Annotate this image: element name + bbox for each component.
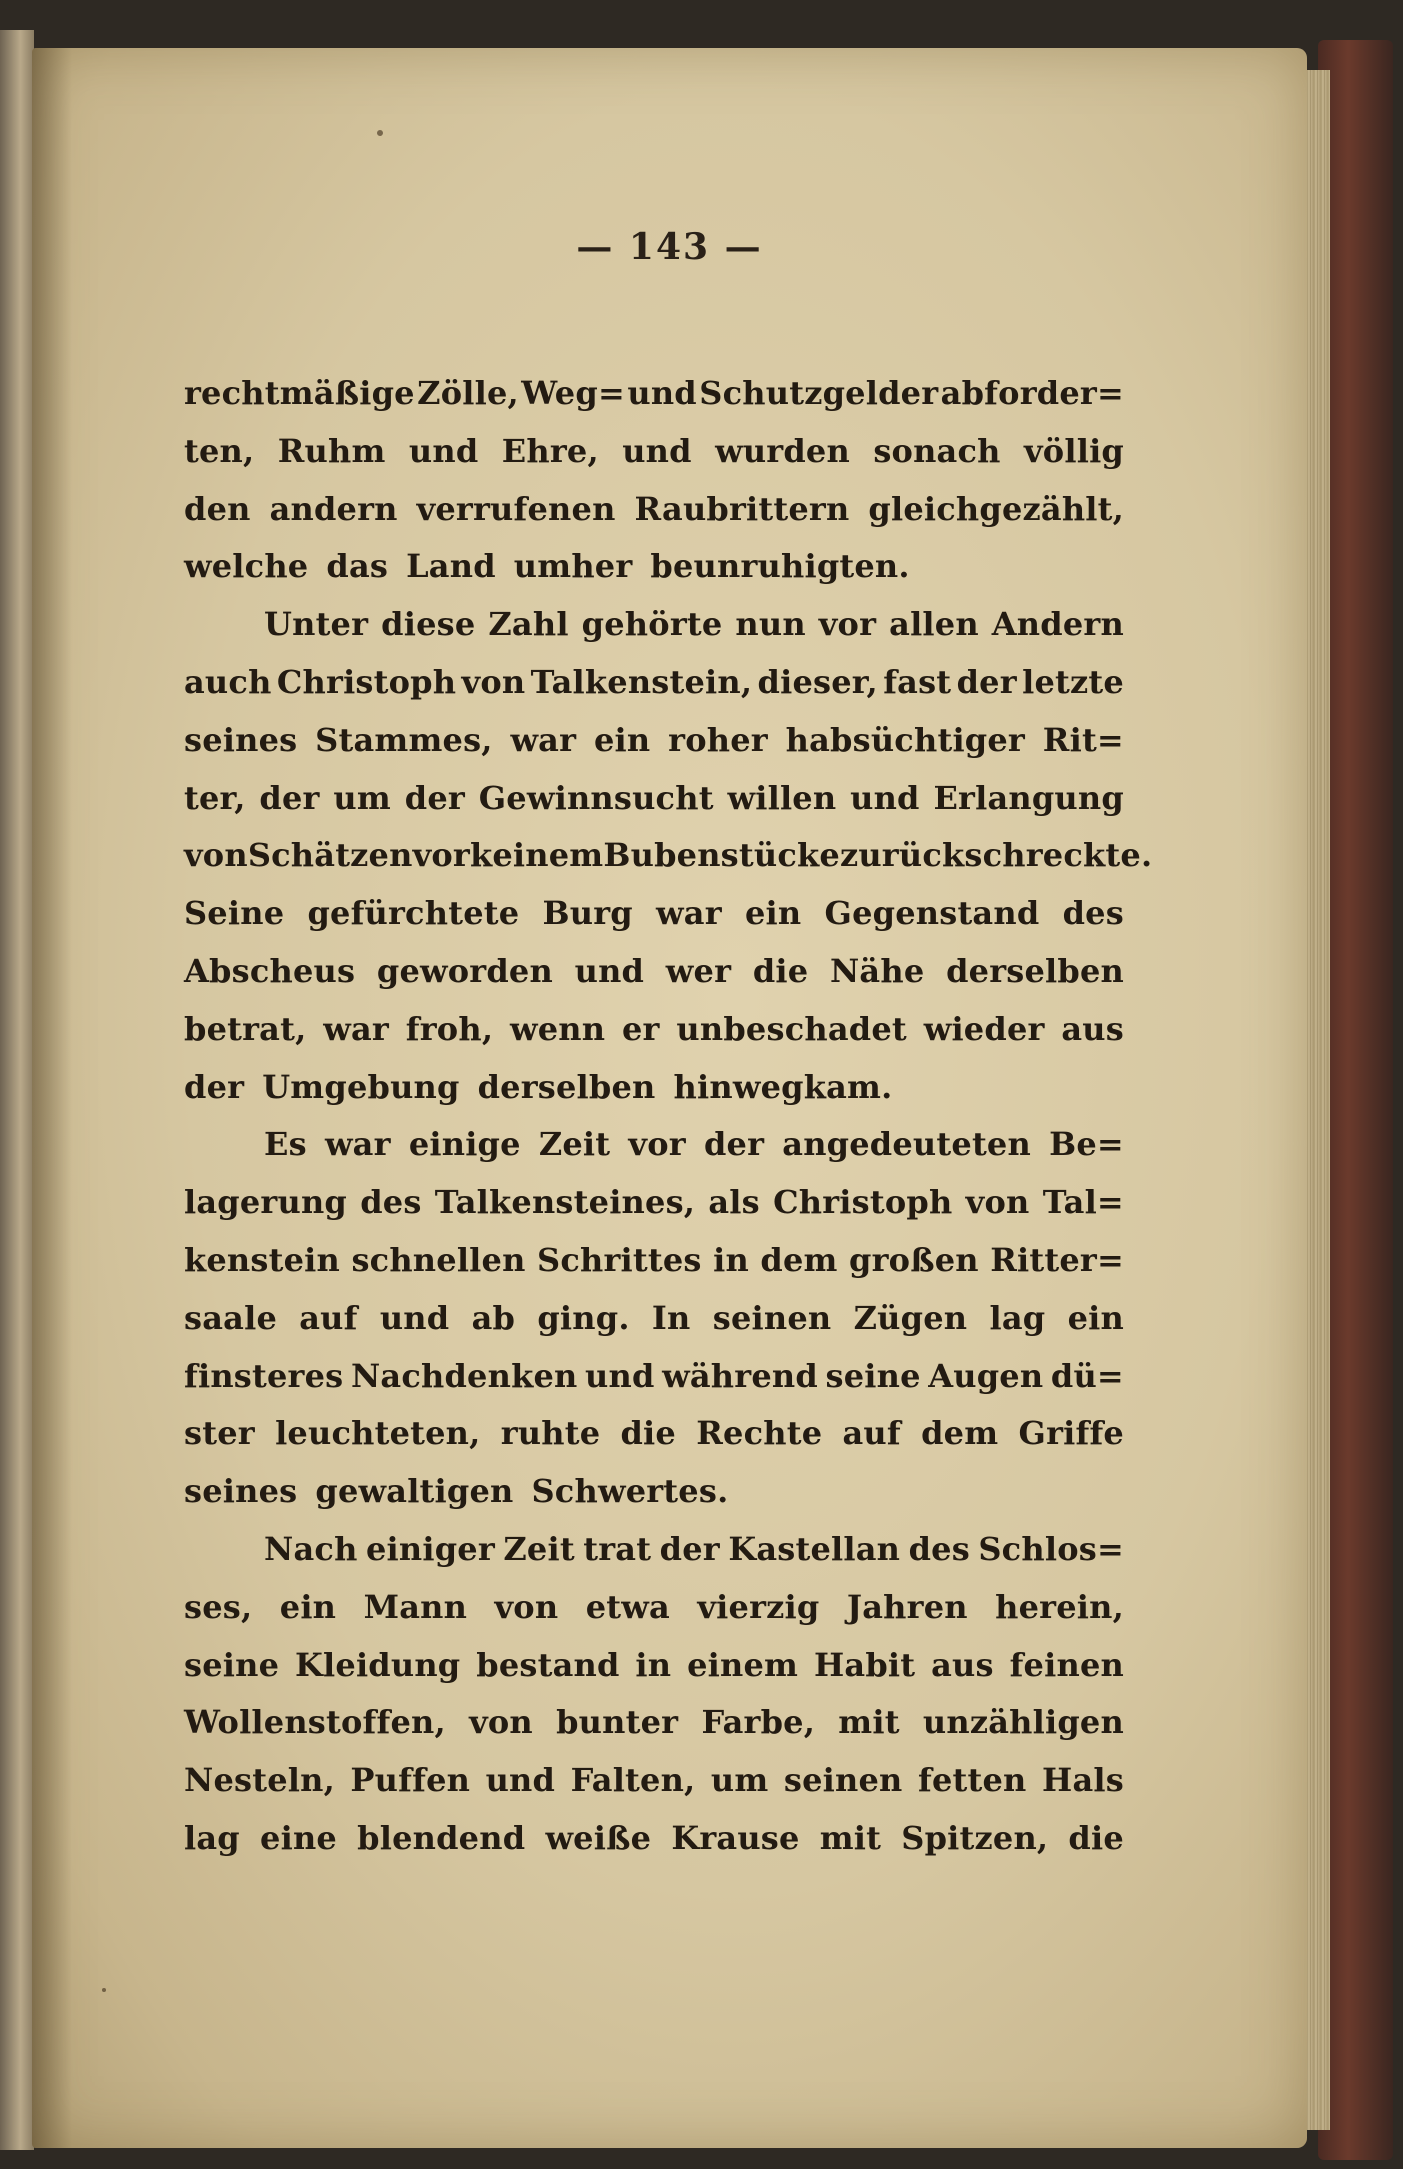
text-line: Nesteln, Puffen und Falten, um seinen fetten Hals <box>184 1761 1124 1800</box>
text-line: seines gewaltigen Schwertes. <box>184 1472 729 1511</box>
text-line: lag eine blendend weiße Krause mit Spitzen, die <box>184 1818 1124 1857</box>
text-line: welche das Land umher beunruhigten. <box>184 547 910 586</box>
text-line: betrat, war froh, wenn er unbeschadet wieder aus <box>184 1009 1124 1048</box>
text-line: kenstein schnellen Schrittes in dem großen Ritter= <box>184 1240 1124 1279</box>
text-line: Abscheus geworden und wer die Nähe derselben <box>184 951 1124 990</box>
text-line: ten, Ruhm und Ehre, und wurden sonach völlig <box>184 431 1124 470</box>
text-line: finsteres Nachdenken und während seine Augen dü= <box>184 1356 1124 1395</box>
text-line: auch Christoph von Talkenstein, dieser, fast der letzte <box>184 662 1124 701</box>
text-line: der Umgebung derselben hinwegkam. <box>184 1067 893 1106</box>
text-line: lagerung des Talkensteines, als Christoph von Tal= <box>184 1183 1124 1222</box>
text-line: saale auf und ab ging. In seinen Zügen lag ein <box>184 1298 1124 1337</box>
text-line: Es war einige Zeit vor der angedeuteten Be= <box>264 1125 1124 1164</box>
text-line: Seine gefürchtete Burg war ein Gegenstand des <box>184 894 1124 933</box>
text-line: seine Kleidung bestand in einem Habit aus feinen <box>184 1645 1124 1684</box>
body-text <box>184 365 1153 1868</box>
text-line: ster leuchteten, ruhte die Rechte auf dem Griffe <box>184 1414 1124 1453</box>
ink-speck <box>102 1988 106 1992</box>
text-line: ter, der um der Gewinnsucht willen und Erlangung <box>184 778 1124 817</box>
gutter-shadow <box>32 48 72 2148</box>
text-line: seines Stammes, war ein roher habsüchtiger Rit= <box>184 720 1124 759</box>
left-page-edge <box>0 30 34 2150</box>
text-line: von Schätzen vor keinem Bubenstücke zurückschreckte. <box>184 836 1153 875</box>
ink-speck <box>377 130 383 136</box>
text-line: Unter diese Zahl gehörte nun vor allen Andern <box>264 605 1124 644</box>
text-line: Wollenstoffen, von bunter Farbe, mit unzähligen <box>184 1703 1124 1742</box>
text-line: rechtmäßige Zölle, Weg= und Schutzgelder abforder= <box>184 374 1124 412</box>
page-number: — 143 — <box>576 226 763 268</box>
text-line: den andern verrufenen Raubrittern gleichgezählt, <box>184 489 1124 528</box>
text-line: ses, ein Mann von etwa vierzig Jahren herein, <box>184 1587 1124 1626</box>
book-page <box>32 48 1307 2148</box>
text-line: Nach einiger Zeit trat der Kastellan des Schlos= <box>264 1529 1124 1568</box>
